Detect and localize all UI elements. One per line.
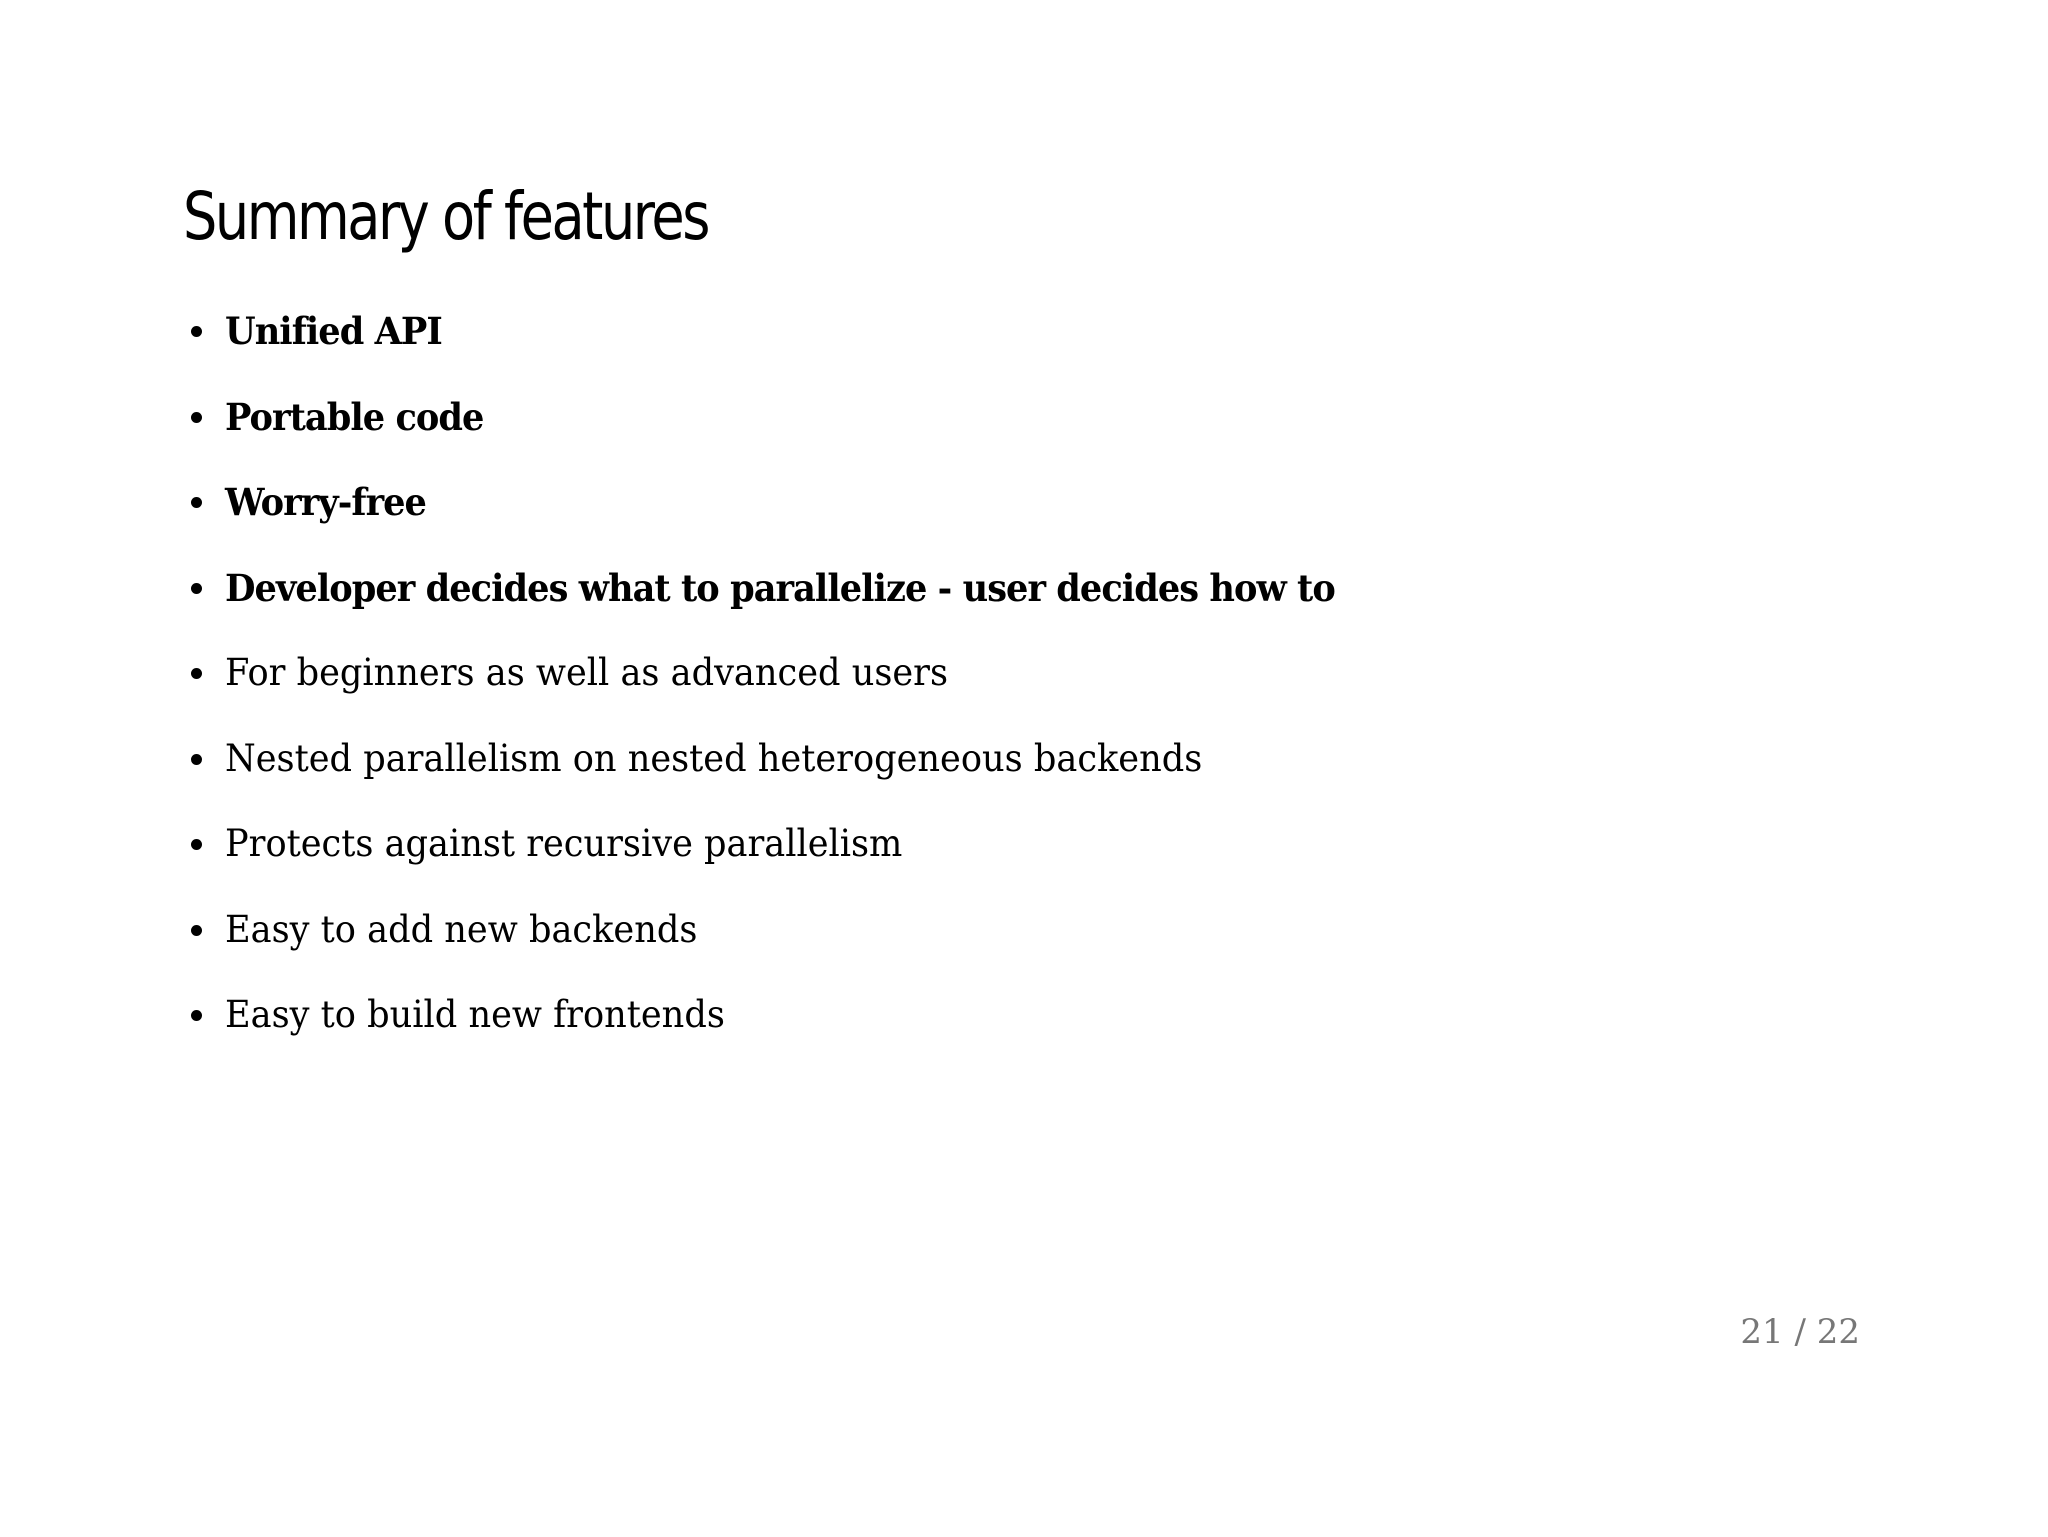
list-item-label: Developer decides what to parallelize - user decides how to — [225, 565, 1335, 610]
list-item — [183, 899, 1393, 985]
bullet-icon — [191, 925, 202, 936]
list-item — [183, 813, 1393, 899]
list-item-label: Protects against recursive parallelism — [225, 822, 903, 865]
list-item-label: Worry-free — [225, 480, 426, 524]
bullet-icon — [191, 326, 202, 337]
list-item-label: Easy to add new backends — [225, 907, 698, 951]
list-item — [183, 728, 1393, 814]
list-item — [183, 984, 1393, 1070]
list-item-label: Unified API — [225, 309, 442, 353]
list-item — [183, 557, 1393, 643]
slide-title: Summary of features — [183, 178, 708, 255]
list-item-label: For beginners as well as advanced users — [225, 651, 949, 694]
bullet-icon — [191, 1010, 202, 1021]
page-number: 21 / 22 — [1740, 1312, 1860, 1352]
bullet-icon — [191, 497, 202, 508]
list-item — [183, 642, 1393, 728]
bullet-icon — [191, 583, 202, 594]
list-item-label: Easy to build new frontends — [225, 993, 725, 1036]
bullet-icon — [191, 839, 202, 850]
list-item — [183, 471, 1393, 557]
list-item — [183, 386, 1393, 472]
list-item — [183, 300, 1393, 386]
bullet-icon — [191, 754, 202, 765]
list-item-label: Portable code — [225, 394, 484, 439]
list-item-label: Nested parallelism on nested heterogeneous backends — [225, 736, 1203, 780]
feature-list — [183, 300, 1393, 1070]
bullet-icon — [191, 668, 202, 679]
bullet-icon — [191, 412, 202, 423]
